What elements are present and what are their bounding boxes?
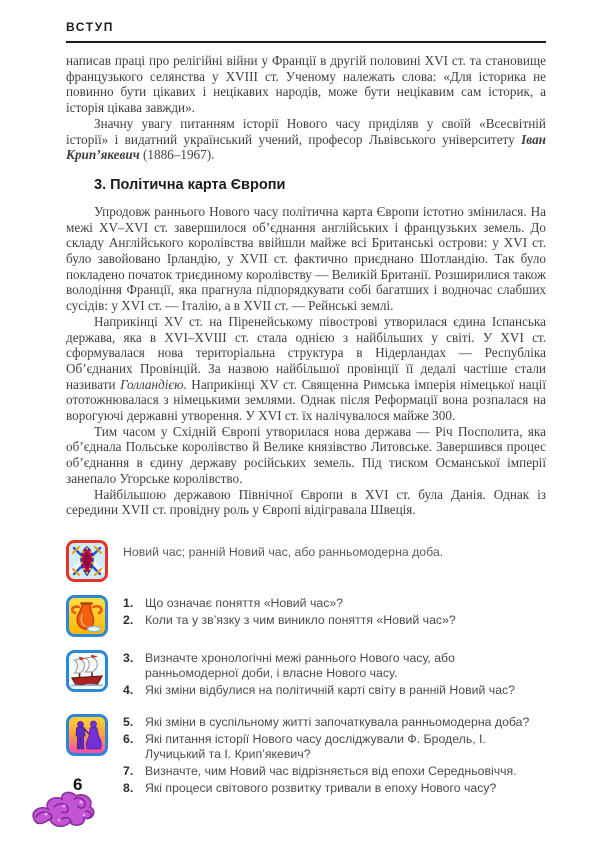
question-text: Які зміни в суспільному житті започаткувала ранньомодерна доба?	[145, 714, 530, 729]
question-text: Які зміни відбулися на політичній карті світу в ранній Новий час?	[145, 683, 516, 698]
crossed-swords-shield-icon	[66, 540, 108, 582]
question-text: Коли та у зв’язку з чим виникло поняття «Новий час»?	[145, 613, 456, 628]
paragraph: Упродовж раннього Нового часу політична карта Європи істотно змінилася. На межі XV–XVI ст. завершилося об’єднання англійських і французьких земель. До складу Англійського королівства ввійшли майже всі Британські острови: у XVI ст. було завойовано Ірландію, у XVII ст. фактично приєднано Шотландію. Так було покладено початок триєдиному королівству — Великій Британії. Розширилися також володіння Франції, яка прагнула підпорядкувати собі багатших і водночас слабших сусідів: у XVI ст. — Італію, а в XVII ст. — Рейнські землі.	[66, 203, 546, 314]
question-number: 3.	[123, 650, 134, 665]
question-group-3	[66, 714, 546, 799]
question-number: 1.	[123, 595, 134, 610]
dragon-ornament	[26, 787, 104, 833]
question-text: Визначте хронологічні межі раннього Нового часу, або ранньомодерної доби, і власне Нового часу.	[145, 650, 455, 681]
question-item	[123, 651, 546, 681]
question-item	[123, 732, 546, 762]
question-group-1	[66, 595, 546, 637]
question-number: 6.	[123, 731, 134, 746]
paragraph	[66, 116, 546, 163]
question-list	[123, 650, 546, 701]
question-item	[123, 596, 546, 611]
question-number: 2.	[123, 613, 134, 628]
amphora-icon	[66, 595, 108, 637]
question-group-2	[66, 650, 546, 701]
question-item	[123, 781, 546, 796]
question-number: 8.	[123, 781, 134, 796]
running-header	[66, 20, 546, 43]
person-name: Іван Крип’якевич	[66, 131, 546, 163]
question-text: Що означає поняття «Новий час»?	[145, 595, 344, 610]
text-run: . Наприкінці XV ст. Священна Римська імперія німецької нації ототожнювалася з німецькими землями. Однак після Реформації вона розпалася на ворогуючі державні утворення. У XVI ст. їх налічувалося майже 300.	[66, 376, 546, 424]
question-number: 7.	[123, 764, 134, 779]
question-text: Які процеси світового розвитку тривали в епоху Нового часу?	[145, 781, 497, 796]
page-content	[66, 20, 546, 799]
text-run: Наприкінці XV ст. на Піренейському півострові утворилася єдина Іспанська держава, яка в XVI–XVIII ст. стала однією з найбільших у світі. У XVI ст. сформувалася нова територіальна структура в Нідерландах — Республіка Об’єднаних Провінцій. За назвою найбільшої провінції її дедалі частіше стали називати	[66, 313, 546, 392]
text-run: (1886–1967).	[139, 147, 215, 163]
chapter-label: ВСТУП	[66, 20, 114, 34]
paragraph	[66, 314, 546, 424]
question-list	[123, 595, 546, 630]
question-list	[123, 714, 546, 799]
question-text: Визначте, чим Новий час відрізняється від епохи Середньовіччя.	[145, 764, 517, 779]
question-item	[123, 715, 546, 730]
definition-terms: Новий час; ранній Новий час, або ранньомодерна доба.	[123, 544, 444, 559]
term-italic: Голландією	[120, 376, 184, 392]
question-item	[123, 613, 546, 628]
question-text: Які питання історії Нового часу досліджували Ф. Бродель, І. Лучицький та І. Крип’якевич?	[145, 731, 486, 761]
page-number: 6	[73, 775, 83, 794]
definition-block	[66, 540, 546, 582]
paragraph: написав праці про релігійні війни у Франції в другій половині XVI ст. та становище французького селянства у XVIII ст. Ученому належать слова: «Для історика не повинно бути цікавих і нецікавих народів, може бути нецікавим сам історик, а історія цікава завжди».	[66, 53, 546, 116]
text-run: Значну увагу питанням історії Нового часу приділяв у своїй «Всесвітній історії» і видатний український учений, професор Львівського університету	[66, 115, 546, 147]
people-figures-icon	[66, 714, 108, 756]
question-number: 4.	[123, 683, 134, 698]
paragraph: Тим часом у Східній Європі утворилася нова держава — Річ Посполита, яка об’єднала Польське королівство й Велике князівство Литовське. Завершився процес об’єднання в єдину державу російських земель. Під тиском Османської імперії занепало Угорське королівство.	[66, 423, 546, 486]
section-heading: 3. Політична карта Європи	[94, 176, 286, 193]
question-item	[123, 764, 546, 779]
sailing-ship-icon	[66, 650, 108, 692]
question-number: 5.	[123, 714, 134, 729]
paragraph: Найбільшою державою Північної Європи в XVI ст. була Данія. Однак із середини XVII ст. провідну роль у Європі відігравала Швеція.	[66, 486, 546, 518]
question-item	[123, 683, 546, 698]
